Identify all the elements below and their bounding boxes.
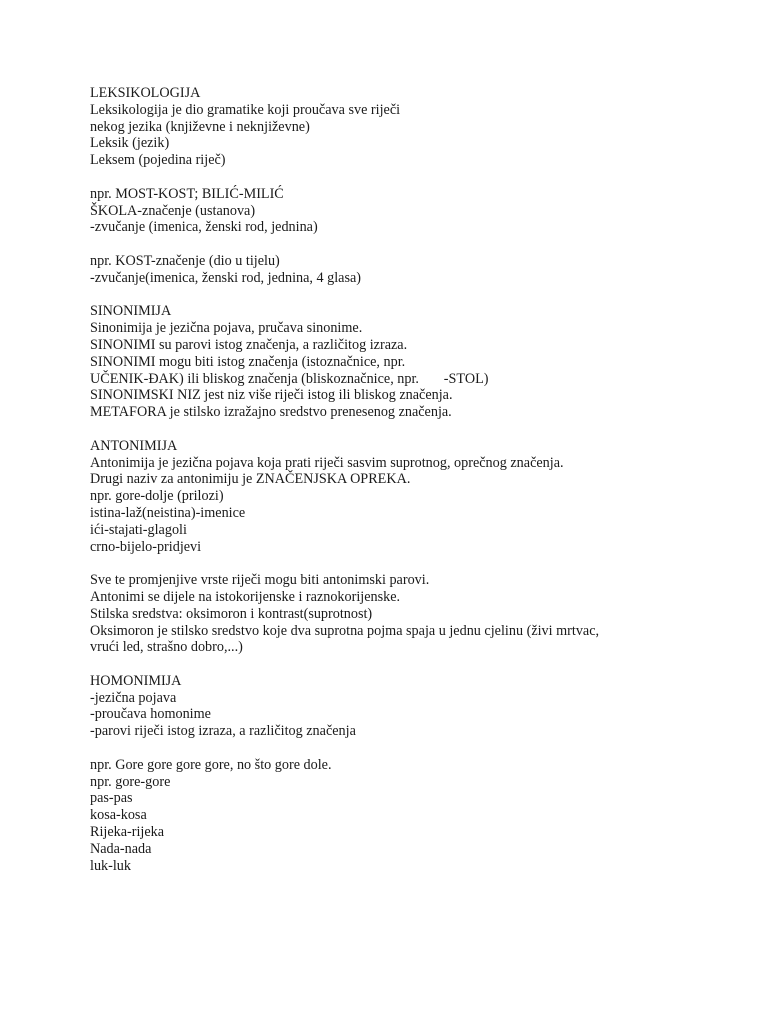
section-homonimi-primjeri: [90, 757, 710, 875]
text-line: Rijeka-rijeka: [90, 824, 165, 841]
section-leksikologija: [90, 85, 710, 169]
text-line: luk-luk: [90, 857, 131, 874]
paragraph-gap: [90, 236, 710, 253]
text-line: vrući led, strašno dobro,...): [90, 639, 243, 656]
paragraph-gap: [90, 169, 710, 186]
text-line: SINONIMSKI NIZ jest niz više riječi istog ili bliskog značenja.: [90, 387, 453, 404]
text-line: Stilska sredstva: oksimoron i kontrast(suprotnost): [90, 605, 373, 622]
section-sinonimija: [90, 303, 710, 421]
section-heading: ANTONIMIJA: [90, 437, 178, 454]
text-line: Drugi naziv za antonimiju je ZNAČENJSKA OPREKA.: [90, 471, 411, 488]
section-antonimski-parovi: [90, 572, 710, 656]
paragraph-gap: [90, 555, 710, 572]
text-line: Leksikologija je dio gramatike koji proučava sve riječi: [90, 101, 401, 118]
text-line: SINONIMI mogu biti istog značenja (istoznačnice, npr.: [90, 353, 406, 370]
text-line: Leksem (pojedina riječ): [90, 152, 226, 169]
section-example-most-kost: [90, 186, 710, 236]
text-line: npr. KOST-značenje (dio u tijelu): [90, 252, 280, 269]
text-line: -jezična pojava: [90, 689, 177, 706]
text-line: Sinonimija je jezična pojava, pručava sinonime.: [90, 320, 363, 337]
text-line: SINONIMI su parovi istog značenja, a različitog izraza.: [90, 336, 408, 353]
text-line: -zvučanje (imenica, ženski rod, jednina): [90, 219, 318, 236]
text-line: istina-laž(neistina)-imenice: [90, 504, 246, 521]
text-line: kosa-kosa: [90, 807, 147, 824]
section-heading: LEKSIKOLOGIJA: [90, 85, 201, 101]
text-line: nekog jezika (književne i neknjiževne): [90, 118, 310, 135]
text-line: -parovi riječi istog izraza, a različitog značenja: [90, 723, 356, 740]
section-homonimija: [90, 673, 710, 740]
text-line: crno-bijelo-pridjevi: [90, 538, 202, 555]
section-heading: SINONIMIJA: [90, 303, 172, 320]
text-line: npr. gore-gore: [90, 773, 171, 790]
section-example-kost: [90, 253, 710, 287]
text-line: METAFORA je stilsko izražajno sredstvo prenesenog značenja.: [90, 404, 452, 421]
text-line: ŠKOLA-značenje (ustanova): [90, 202, 256, 219]
paragraph-gap: [90, 740, 710, 757]
paragraph-gap: [90, 287, 710, 304]
paragraph-gap: [90, 421, 710, 438]
section-antonimija: [90, 438, 710, 556]
paragraph-gap: [90, 656, 710, 673]
text-line: Leksik (jezik): [90, 135, 170, 152]
text-line: Antonimija je jezična pojava koja prati riječi sasvim suprotnog, oprečnog značenja.: [90, 454, 564, 471]
text-line: pas-pas: [90, 790, 133, 807]
text-line: Antonimi se dijele na istokorijenske i raznokorijenske.: [90, 588, 401, 605]
text-line: -proučava homonime: [90, 706, 211, 723]
text-line: Oksimoron je stilsko sredstvo koje dva suprotna pojma spaja u jednu cjelinu (živi mrtvac,: [90, 622, 600, 639]
text-line: -zvučanje(imenica, ženski rod, jednina, 4 glasa): [90, 269, 362, 286]
text-line: Nada-nada: [90, 840, 152, 857]
text-line: UČENIK-ĐAK) ili bliskog značenja (bliskoznačnice, npr. -STOL): [90, 370, 489, 387]
text-line: Sve te promjenjive vrste riječi mogu biti antonimski parovi.: [90, 572, 430, 589]
text-line: ići-stajati-glagoli: [90, 521, 187, 538]
text-line: npr. MOST-KOST; BILIĆ-MILIĆ: [90, 185, 284, 202]
section-heading: HOMONIMIJA: [90, 672, 182, 689]
text-line: npr. gore-dolje (prilozi): [90, 488, 224, 505]
document-page: [90, 85, 710, 874]
text-line: npr. Gore gore gore gore, no što gore dole.: [90, 756, 332, 773]
